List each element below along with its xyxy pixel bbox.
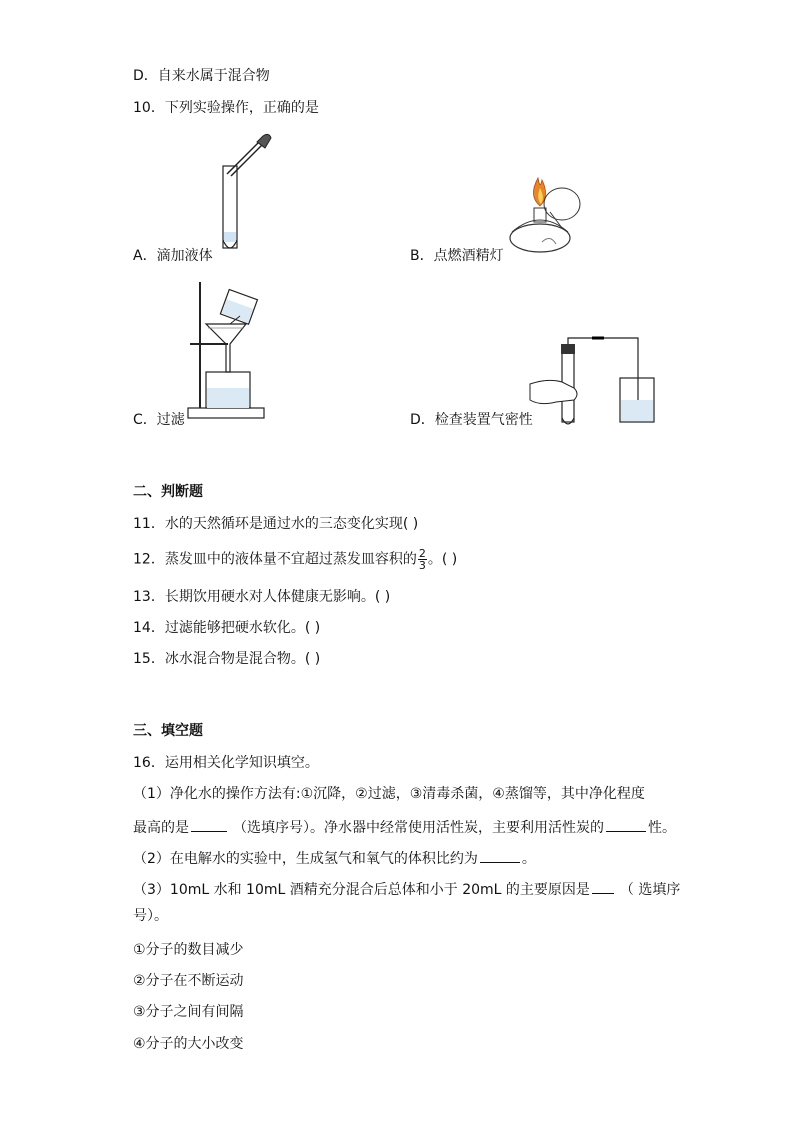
q12-text-after: 。( ) [427, 551, 458, 568]
q12-fraction-denominator: 3 [418, 559, 426, 572]
q16-part3-line2: 号）。 [133, 908, 168, 924]
q12-text-before: 12．蒸发皿中的液体量不宜超过蒸发皿容积的 [133, 551, 417, 568]
q9-option-d: D．自来水属于混合物 [133, 68, 270, 84]
q16-part2-text-a: （2）在电解水的实验中，生成氢气和氧气的体积比约为 [133, 851, 478, 867]
q16-part1-line1: （1）净化水的操作方法有:①沉降，②过滤，③清毒杀菌，④蒸馏等，其中净化程度 [133, 786, 645, 802]
q12-fraction-numerator: 2 [418, 547, 426, 560]
q16-choice-3: ③分子之间有间隔 [133, 1004, 244, 1020]
q16-choice-2: ②分子在不断运动 [133, 973, 244, 989]
section3-title: 三、填空题 [133, 723, 203, 739]
q16-stem: 16．运用相关化学知识填空。 [133, 755, 319, 771]
q14: 14．过滤能够把硬水软化。( ) [133, 620, 321, 636]
dropper-test-tube-figure [205, 130, 275, 260]
q10-stem: 10．下列实验操作，正确的是 [133, 100, 319, 116]
q16-part2-text-b: 。 [521, 851, 536, 867]
q16-part3-line1 [133, 878, 680, 900]
filtration-figure [180, 280, 280, 422]
q13: 13．长期饮用硬水对人体健康无影响。( ) [133, 589, 391, 605]
q16-part1-text-b: （选填序号）。净水器中经常使用活性炭，主要利用活性炭的 [233, 820, 604, 836]
q12 [133, 548, 457, 571]
alcohol-lamp-figure [500, 168, 590, 263]
q16-part2 [133, 847, 536, 869]
q16-part3-blank[interactable] [592, 878, 614, 894]
q16-choice-1: ①分子的数目减少 [133, 942, 244, 958]
q10-option-a: A．滴加液体 [133, 248, 213, 264]
q11: 11．水的天然循环是通过水的三态变化实现( ) [133, 516, 419, 532]
section2-title: 二、判断题 [133, 484, 203, 500]
q10-option-d: D．检查装置气密性 [410, 412, 533, 428]
q16-part1-blank-2[interactable] [606, 816, 646, 832]
q16-part3-text-b: （ 选填序 [619, 882, 681, 898]
q10-option-c: C．过滤 [133, 412, 185, 428]
q16-part1-blank-1[interactable] [191, 816, 227, 832]
q16-part2-blank[interactable] [480, 847, 520, 863]
q15: 15．冰水混合物是混合物。( ) [133, 651, 321, 667]
q12-fraction [418, 548, 427, 571]
q16-part1-text-c: 性。 [648, 820, 676, 836]
q16-choice-4: ④分子的大小改变 [133, 1036, 244, 1052]
q16-part1-line2 [133, 816, 676, 838]
q16-part3-text-a: （3）10mL 水和 10mL 酒精充分混合后总体和小于 20mL 的主要原因是 [133, 882, 590, 898]
q10-option-b: B．点燃酒精灯 [410, 248, 504, 264]
airtightness-check-figure [528, 330, 660, 430]
q16-part1-text-a: 最高的是 [133, 820, 189, 836]
